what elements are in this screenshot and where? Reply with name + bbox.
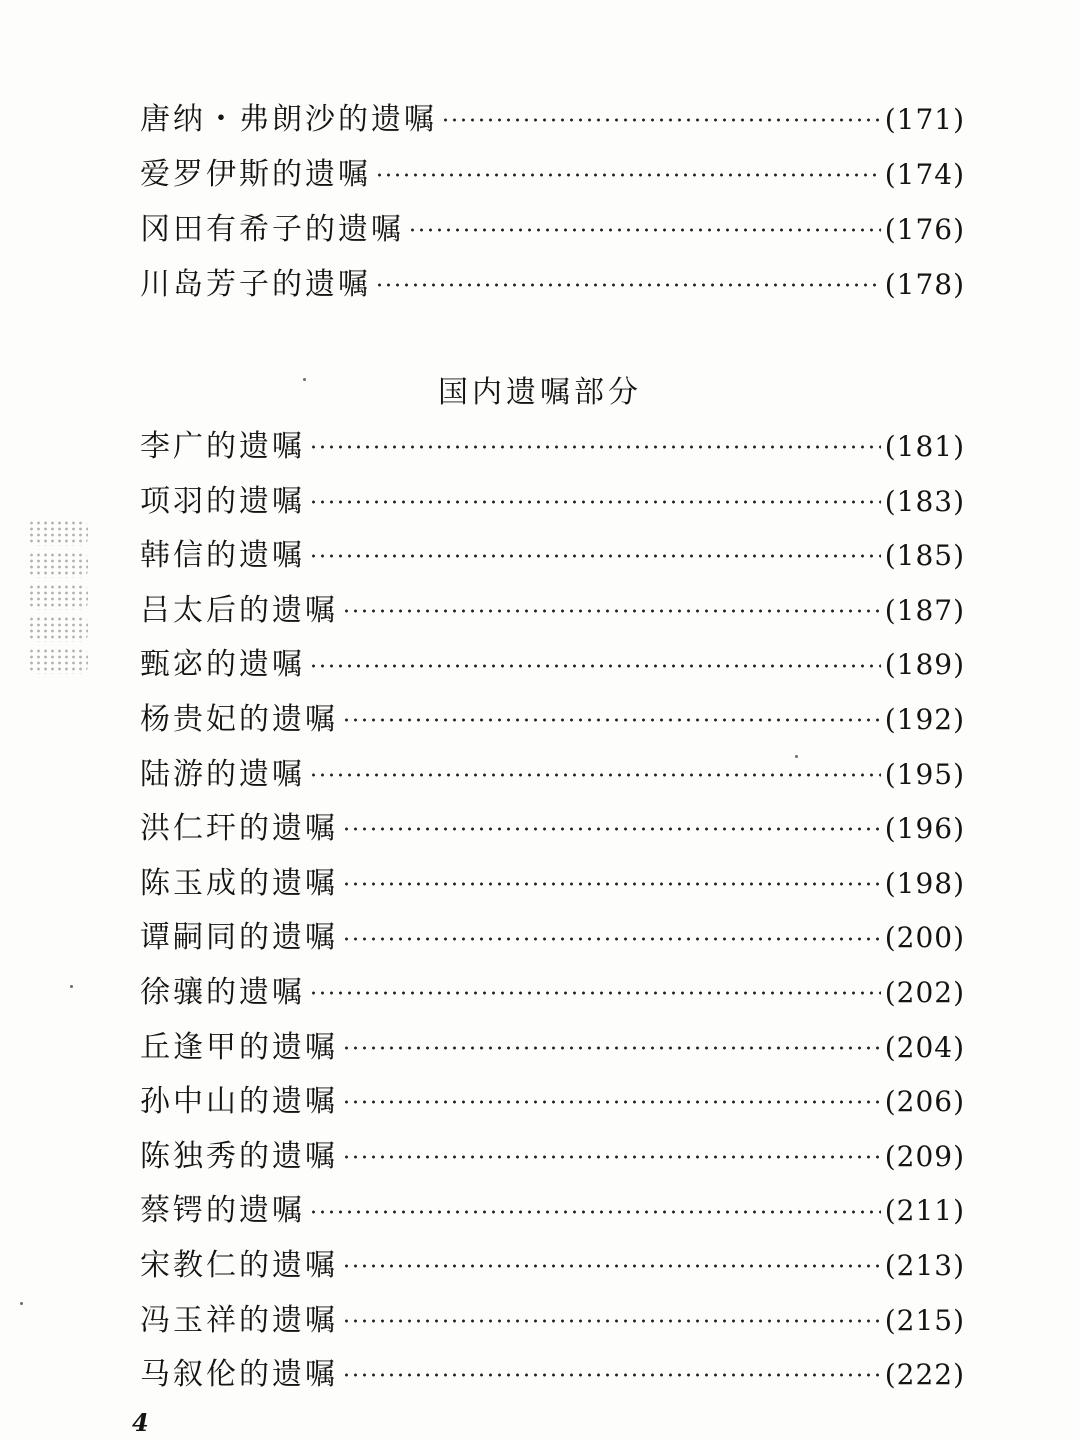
toc-entry [140, 693, 965, 748]
toc-entry [140, 1130, 965, 1185]
toc-entry [140, 1294, 965, 1349]
toc-entry [140, 1348, 965, 1403]
entry-title: 项羽的遗嘱 [140, 483, 305, 519]
toc-entry [140, 1184, 965, 1239]
toc-entry [140, 966, 965, 1021]
entry-page: (200) [884, 921, 965, 955]
bleed-mark [28, 552, 88, 578]
entry-title: 李广的遗嘱 [140, 429, 305, 464]
entry-page: (192) [884, 702, 965, 736]
dot-leader [342, 929, 881, 949]
entry-title: 冯玉祥的遗嘱 [140, 1302, 338, 1338]
entry-title: 孙中山的遗嘱 [140, 1084, 338, 1120]
dot-leader [342, 601, 881, 621]
toc-entry [140, 1075, 965, 1130]
dot-leader [342, 874, 881, 894]
paper-speck [20, 1302, 23, 1305]
toc-entry [140, 1021, 965, 1076]
entry-page: (189) [884, 648, 965, 682]
bleed-mark [28, 648, 88, 674]
dot-leader [342, 1147, 881, 1167]
paper-speck [795, 755, 798, 758]
entry-page: (183) [884, 484, 965, 518]
paper-speck [70, 985, 73, 988]
entry-page: (206) [884, 1085, 965, 1119]
bleed-mark [28, 616, 88, 642]
entry-title: 甄宓的遗嘱 [140, 647, 305, 683]
entry-title: 唐纳・弗朗沙的遗嘱 [140, 102, 437, 137]
entry-title: 洪仁玕的遗嘱 [140, 811, 338, 847]
page-number: 4 [132, 1408, 149, 1437]
dot-leader [342, 1311, 881, 1331]
dot-leader [375, 275, 881, 295]
margin-bleed-marks [28, 520, 88, 710]
toc-entry [140, 1239, 965, 1294]
toc-entry [140, 802, 965, 857]
entry-title: 马叙伦的遗嘱 [140, 1357, 338, 1393]
dot-leader [309, 983, 881, 1003]
entry-page: (174) [884, 158, 965, 191]
entry-page: (202) [884, 975, 965, 1009]
entry-page: (213) [884, 1248, 965, 1282]
entry-title: 陈玉成的遗嘱 [140, 865, 338, 901]
entry-page: (204) [884, 1030, 965, 1064]
entry-title: 吕太后的遗嘱 [140, 592, 338, 628]
dot-leader [309, 492, 881, 512]
dot-leader [309, 656, 881, 676]
entry-page: (222) [884, 1358, 965, 1392]
toc-entry [140, 748, 965, 803]
section-heading: 国内遗嘱部分 [438, 375, 642, 410]
toc-entry [140, 202, 965, 257]
dot-leader [342, 1038, 881, 1058]
paper-speck [303, 378, 306, 381]
entry-title: 徐骧的遗嘱 [140, 974, 305, 1010]
entry-page: (181) [884, 430, 965, 463]
toc-entry [140, 638, 965, 693]
dot-leader [342, 1256, 881, 1276]
toc-entry [140, 92, 965, 147]
dot-leader [309, 1202, 881, 1222]
toc-entry [140, 475, 965, 530]
entry-title: 谭嗣同的遗嘱 [140, 920, 338, 956]
toc-entry [140, 147, 965, 202]
dot-leader [342, 710, 881, 730]
entry-page: (198) [884, 866, 965, 900]
entry-page: (196) [884, 812, 965, 846]
entry-title: 川岛芳子的遗嘱 [140, 267, 371, 302]
entry-title: 爱罗伊斯的遗嘱 [140, 157, 371, 192]
entry-page: (187) [884, 593, 965, 627]
dot-leader [342, 1092, 881, 1112]
entry-page: (195) [884, 757, 965, 791]
toc-entry [140, 257, 965, 312]
entry-title: 陆游的遗嘱 [140, 756, 305, 792]
entry-title: 冈田有希子的遗嘱 [140, 212, 404, 247]
dot-leader [309, 437, 881, 457]
entry-title: 韩信的遗嘱 [140, 538, 305, 574]
entry-title: 宋教仁的遗嘱 [140, 1247, 338, 1283]
bleed-mark [28, 584, 88, 610]
foreign-toc-list [140, 92, 965, 312]
domestic-toc-list [140, 420, 965, 1403]
entry-page: (209) [884, 1139, 965, 1173]
entry-page: (215) [884, 1303, 965, 1337]
entry-page: (176) [884, 213, 965, 246]
dot-leader [309, 765, 881, 785]
dot-leader [375, 165, 881, 185]
dot-leader [342, 1365, 881, 1385]
toc-entry [140, 529, 965, 584]
entry-title: 陈独秀的遗嘱 [140, 1138, 338, 1174]
toc-entry [140, 911, 965, 966]
entry-title: 杨贵妃的遗嘱 [140, 701, 338, 737]
toc-entry [140, 857, 965, 912]
entry-page: (178) [884, 268, 965, 301]
dot-leader [408, 220, 881, 240]
entry-title: 丘逢甲的遗嘱 [140, 1029, 338, 1065]
dot-leader [441, 110, 881, 130]
toc-entry [140, 584, 965, 639]
bleed-mark [28, 520, 88, 546]
entry-page: (171) [884, 103, 965, 136]
entry-title: 蔡锷的遗嘱 [140, 1193, 305, 1229]
entry-page: (185) [884, 539, 965, 573]
entry-page: (211) [884, 1194, 965, 1228]
toc-entry [140, 420, 965, 475]
dot-leader [309, 546, 881, 566]
dot-leader [342, 819, 881, 839]
